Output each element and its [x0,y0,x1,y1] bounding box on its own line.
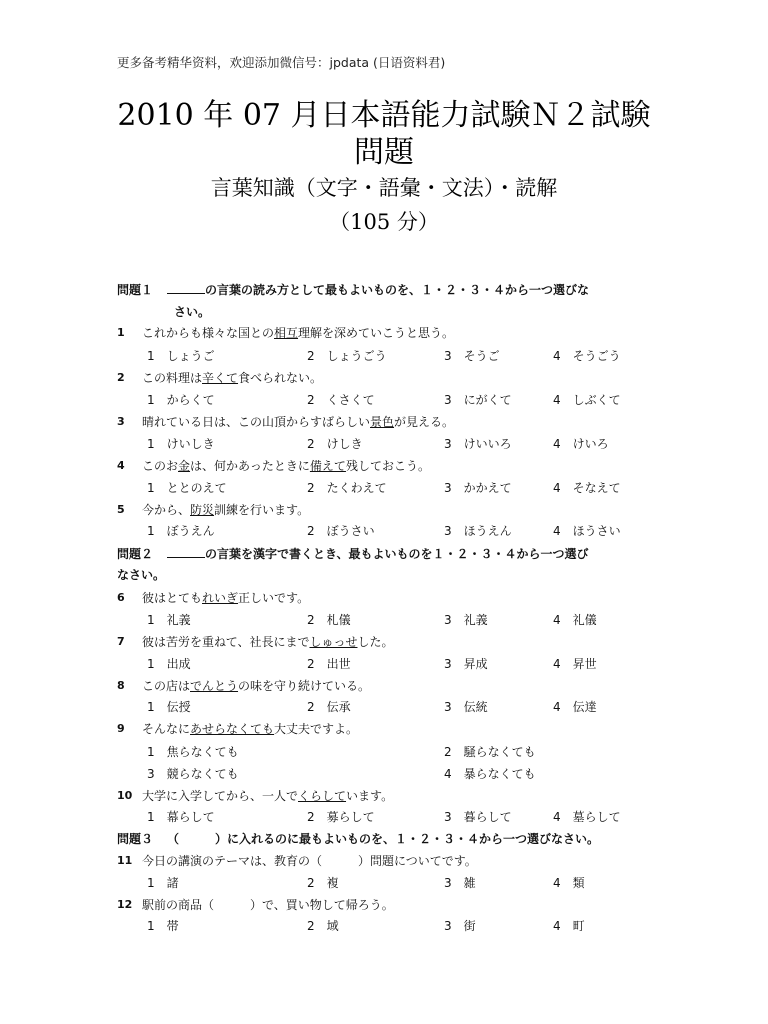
option-3[interactable]: 3 昇成 [444,657,488,671]
underlined-word: あせらなくても [190,722,275,736]
option-4[interactable]: 4 ほうさい [553,524,621,538]
question-text: このお [142,459,179,473]
promo-note: 更多备考精华资料，欢迎添加微信号：jpdata (日语资料君) [117,55,446,70]
section-instruction: の言葉を漢字で書くとき、最もよいものを１・２・３・４から一つ選び [205,547,589,561]
option-4[interactable]: 4 町 [553,919,585,933]
question-number: 5 [117,503,125,516]
option-1[interactable]: 1 けいしき [147,437,215,451]
option-4[interactable]: 4 伝達 [553,700,597,714]
option-1[interactable]: 1 ととのえて [147,481,227,495]
option-2[interactable]: 2 しょうごう [307,349,387,363]
blank-underline [167,547,205,558]
option-1[interactable]: 1 帯 [147,919,179,933]
section-label: 問題２ [117,547,154,561]
question-number: 1 [117,326,125,339]
option-3[interactable]: 3 暮らして [444,810,512,824]
question-8 [142,677,370,694]
underlined-word: 備えて [309,459,346,473]
option-2[interactable]: 2 くさくて [307,393,375,407]
section2-header [117,545,589,562]
option-2[interactable]: 2 騒らなくても [444,745,536,759]
question-text: 今から、 [142,503,191,517]
section-label: 問題３ [117,832,154,846]
option-1[interactable]: 1 からくて [147,393,215,407]
question-6 [142,589,309,606]
option-3[interactable]: 3 伝統 [444,700,488,714]
question-3 [142,413,454,430]
option-3[interactable]: 3 競らなくても [147,767,239,781]
option-1[interactable]: 1 ぼうえん [147,524,215,538]
question-text: は、何かあったときに [190,459,310,473]
option-1[interactable]: 1 焦らなくても [147,745,239,759]
question-4 [142,457,430,474]
question-9 [142,720,358,737]
question-text: 正しいです。 [238,591,310,605]
option-2[interactable]: 2 けしき [307,437,363,451]
option-3[interactable]: 3 にがくて [444,393,512,407]
question-number: 10 [117,789,133,802]
section1-header [117,281,589,298]
question-text: 彼はとても [142,591,203,605]
option-1[interactable]: 1 幕らして [147,810,215,824]
section-instruction: の言葉の読み方として最もよいものを、１・２・３・４から一つ選びな [205,283,590,297]
question-text: の味を守り続けている。 [238,679,371,693]
option-3[interactable]: 3 雑 [444,876,476,890]
option-3[interactable]: 3 そうご [444,349,500,363]
question-text: 彼は苦労を重ねて、社長にまで [142,635,310,649]
option-4[interactable]: 4 しぶくて [553,393,621,407]
option-2[interactable]: 2 出世 [307,657,351,671]
question-2 [142,369,322,386]
question-7 [142,633,394,650]
option-2[interactable]: 2 ぼうさい [307,524,375,538]
option-4[interactable]: 4 礼儀 [553,613,597,627]
option-1[interactable]: 1 諸 [147,876,179,890]
question-number: 8 [117,679,125,692]
section3-header [117,830,599,847]
option-3[interactable]: 3 街 [444,919,476,933]
question-number: 3 [117,415,125,428]
section-instruction: に入れるのに最もよいものを、１・２・３・４から一つ選びなさい。 [227,832,600,846]
question-12: 駅前の商品（ ）で、買い物して帰ろう。 [142,898,394,912]
option-3[interactable]: 3 かかえて [444,481,512,495]
underlined-word: 景色 [370,415,395,429]
underlined-word: しゅっせ [309,635,358,649]
question-number: 6 [117,591,125,604]
question-text: 晴れている日は、この山頂からすばらしい [142,415,371,429]
underlined-word: 金 [178,459,191,473]
underlined-word: 辛くて [202,371,239,385]
exam-duration: （105 分） [329,210,439,234]
question-text: この料理は [142,371,203,385]
question-text: この店は [142,679,191,693]
question-text: います。 [346,789,394,803]
exam-title-line2: 問題 [354,135,414,170]
option-3[interactable]: 3 けいいろ [444,437,512,451]
question-text: 食べられない。 [238,371,323,385]
option-2[interactable]: 2 募らして [307,810,375,824]
option-2[interactable]: 2 域 [307,919,339,933]
question-number: 12 [117,898,133,911]
section-label: 問題１ [117,283,154,297]
option-4[interactable]: 4 そなえて [553,481,621,495]
section1-instruction-cont: さい。 [174,305,211,319]
option-2[interactable]: 2 複 [307,876,339,890]
question-text: 訓練を行います。 [214,503,310,517]
option-4[interactable]: 4 けいろ [553,437,609,451]
option-1[interactable]: 1 しょうご [147,349,215,363]
option-4[interactable]: 4 類 [553,876,585,890]
option-4[interactable]: 4 墓らして [553,810,621,824]
option-2[interactable]: 2 たくわえて [307,481,387,495]
question-text: した。 [357,635,394,649]
underlined-word: 防災 [190,503,215,517]
option-2[interactable]: 2 札儀 [307,613,351,627]
question-text: 残しておこう。 [345,459,430,473]
option-1[interactable]: 1 伝授 [147,700,191,714]
option-1[interactable]: 1 礼義 [147,613,191,627]
question-text: そんなに [142,722,191,736]
question-5 [142,501,309,518]
option-2[interactable]: 2 伝承 [307,700,351,714]
underlined-word: 相互 [274,326,299,340]
underlined-word: でんとう [190,679,239,693]
question-number: 4 [117,459,125,472]
underlined-word: くらして [298,789,347,803]
question-10 [142,787,393,804]
option-4[interactable]: 4 そうごう [553,349,621,363]
question-text: これからも様々な国との [142,326,275,340]
option-4[interactable]: 4 昇世 [553,657,597,671]
option-1[interactable]: 1 出成 [147,657,191,671]
question-text: 理解を深めていこうと思う。 [298,326,455,340]
option-3[interactable]: 3 ほうえん [444,524,512,538]
section2-instruction-cont: なさい。 [117,568,166,582]
question-number: 9 [117,722,125,735]
blank-underline [167,283,205,294]
underlined-word: れいぎ [202,591,239,605]
question-1 [142,324,454,341]
option-4[interactable]: 4 暴らなくても [444,767,536,781]
question-text: が見える。 [394,415,455,429]
exam-subtitle: 言葉知識（文字・語彙・文法）・読解 [210,176,558,200]
option-3[interactable]: 3 礼義 [444,613,488,627]
question-text: 大学に入学してから、一人で [142,789,299,803]
exam-title: 2010 年 07 月日本語能力試験Ｎ２試験 [117,98,651,133]
question-number: 11 [117,854,133,867]
question-number: 2 [117,371,125,384]
question-11: 今日の講演のテーマは、教育の（ ）問題についてです。 [142,854,477,868]
question-text: 大丈夫ですよ。 [274,722,359,736]
question-number: 7 [117,635,125,648]
blank-paren: （ ） [167,832,228,846]
